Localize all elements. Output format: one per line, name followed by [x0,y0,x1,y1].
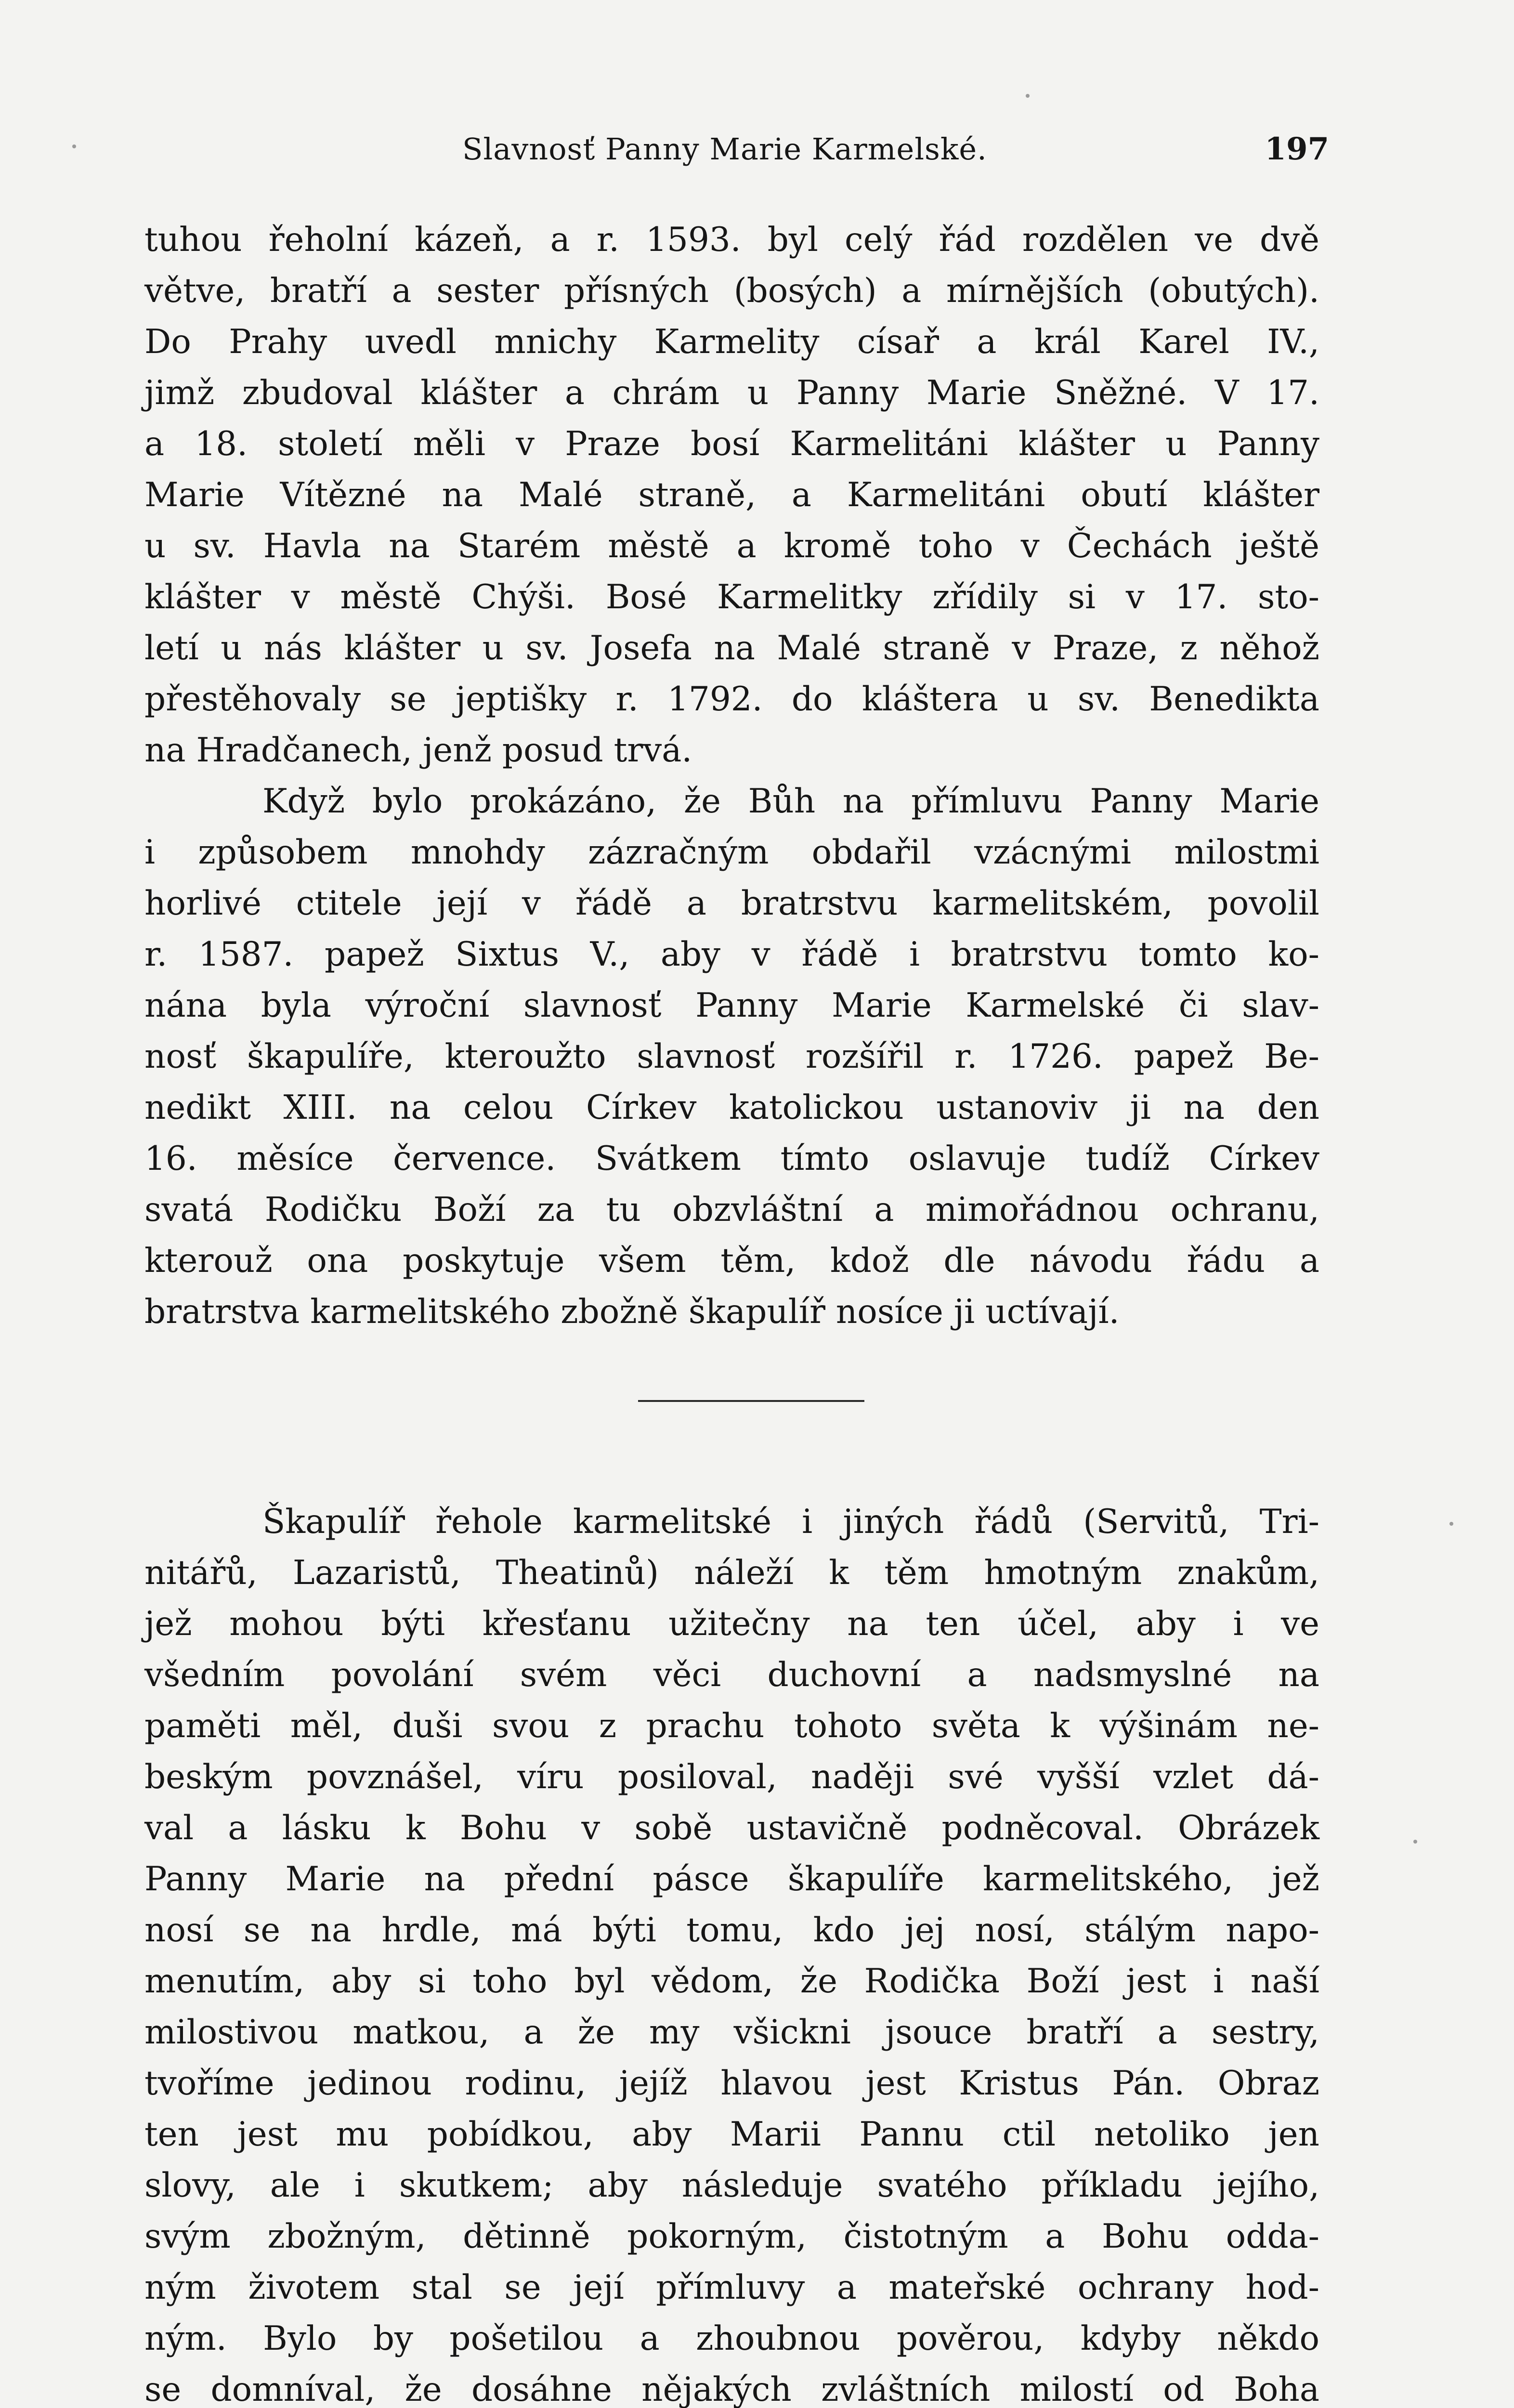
text-line: menutím, aby si toho byl vědom, že Rodička Boží jest i naší [144,1962,1319,2001]
text-line: Když bylo prokázáno, že Bůh na přímluvu Panny Marie [262,782,1319,821]
section-separator [144,1337,1319,1496]
text-line: bratrstva karmelitského zbožně škapulíř nosíce ji uctívají. [144,1293,1120,1331]
text-line: jež mohou býti křesťanu užitečny na ten účel, aby i ve [144,1605,1319,1643]
text-line: klášter v městě Chýši. Bosé Karmelitky zřídily si v 17. sto- [144,578,1319,616]
text-line: 16. měsíce července. Svátkem tímto oslavuje tudíž Církev [144,1139,1319,1178]
text-line: Škapulíř řehole karmelitské i jiných řádů (Servitů, Tri- [262,1503,1319,1541]
scan-speck [1026,94,1030,98]
text-line: r. 1587. papež Sixtus V., aby v řádě i bratrstvu tomto ko- [144,935,1319,974]
text-line: slovy, ale i skutkem; aby následuje svatého příkladu jejího, [144,2166,1319,2205]
text-line: ten jest mu pobídkou, aby Marii Pannu ctil netoliko jen [144,2115,1319,2154]
running-title: Slavnosť Panny Marie Karmelské. [462,131,987,167]
text-line: val a lásku k Bohu v sobě ustavičně podněcoval. Obrázek [144,1809,1319,1847]
text-line: tuhou řeholní kázeň, a r. 1593. byl celý řád rozdělen ve dvě [144,221,1319,259]
paragraph-2 [144,776,1319,1337]
text-line: Marie Vítězné na Malé straně, a Karmelitáni obutí klášter [144,476,1319,514]
text-line: nosť škapulíře, kteroužto slavnosť rozšířil r. 1726. papež Be- [144,1037,1319,1076]
text-line: a 18. století měli v Praze bosí Karmelitáni klášter u Panny [144,425,1319,463]
text-line: paměti měl, duši svou z prachu tohoto světa k výšinám ne- [144,1707,1319,1745]
text-line: Panny Marie na přední pásce škapulíře karmelitského, jež [144,1860,1319,1898]
text-line: na Hradčanech, jenž posud trvá. [144,731,692,770]
text-line: svatá Rodičku Boží za tu obzvláštní a mimořádnou ochranu, [144,1191,1319,1229]
page-number: 197 [1265,131,1329,167]
text-line: ným. Bylo by pošetilou a zhoubnou pověrou, kdyby někdo [144,2319,1319,2358]
text-line: přestěhovaly se jeptišky r. 1792. do kláštera u sv. Benedikta [144,680,1319,719]
text-line: jimž zbudoval klášter a chrám u Panny Marie Sněžné. V 17. [144,374,1319,412]
text-line: nosí se na hrdle, má býti tomu, kdo jej nosí, stálým napo- [144,1911,1319,1950]
text-line: nitářů, Lazaristů, Theatinů) náleží k těm hmotným znakům, [144,1554,1319,1592]
text-line: všedním povolání svém věci duchovní a nadsmyslné na [144,1656,1319,1694]
text-line: horlivé ctitele její v řádě a bratrstvu karmelitském, povolil [144,884,1319,923]
scan-speck [1413,1840,1417,1844]
text-line: beským povznášel, víru posiloval, naději své vyšší vzlet dá- [144,1758,1319,1796]
text-line: se domníval, že dosáhne nějakých zvláštních milostí od Boha [144,2370,1319,2408]
text-line: letí u nás klášter u sv. Josefa na Malé straně v Praze, z něhož [144,629,1319,667]
text-line: ným životem stal se její přímluvy a mateřské ochrany hod- [144,2268,1319,2307]
paragraph-3 [144,1496,1319,2408]
body-text [144,214,1319,2408]
text-line: i způsobem mnohdy zázračným obdařil vzácnými milostmi [144,833,1319,872]
divider-rule [638,1400,864,1402]
text-line: u sv. Havla na Starém městě a kromě toho v Čechách ještě [144,527,1319,565]
scan-speck [72,144,76,148]
text-line: svým zbožným, dětinně pokorným, čistotným a Bohu odda- [144,2217,1319,2256]
text-line: nána byla výroční slavnosť Panny Marie Karmelské či slav- [144,986,1319,1025]
text-line: tvoříme jedinou rodinu, jejíž hlavou jest Kristus Pán. Obraz [144,2064,1319,2103]
text-line: milostivou matkou, a že my všickni jsouce bratří a sestry, [144,2013,1319,2052]
text-line: kterouž ona poskytuje všem těm, kdož dle návodu řádu a [144,1242,1319,1280]
text-line: větve, bratří a sester přísných (bosých) a mírnějších (obutých). [144,272,1319,310]
text-line: Do Prahy uvedl mnichy Karmelity císař a král Karel IV., [144,323,1319,361]
paragraph-1 [144,214,1319,776]
text-line: nedikt XIII. na celou Církev katolickou ustanoviv ji na den [144,1088,1319,1127]
page-header [144,123,1329,176]
scan-speck [1449,1522,1453,1526]
